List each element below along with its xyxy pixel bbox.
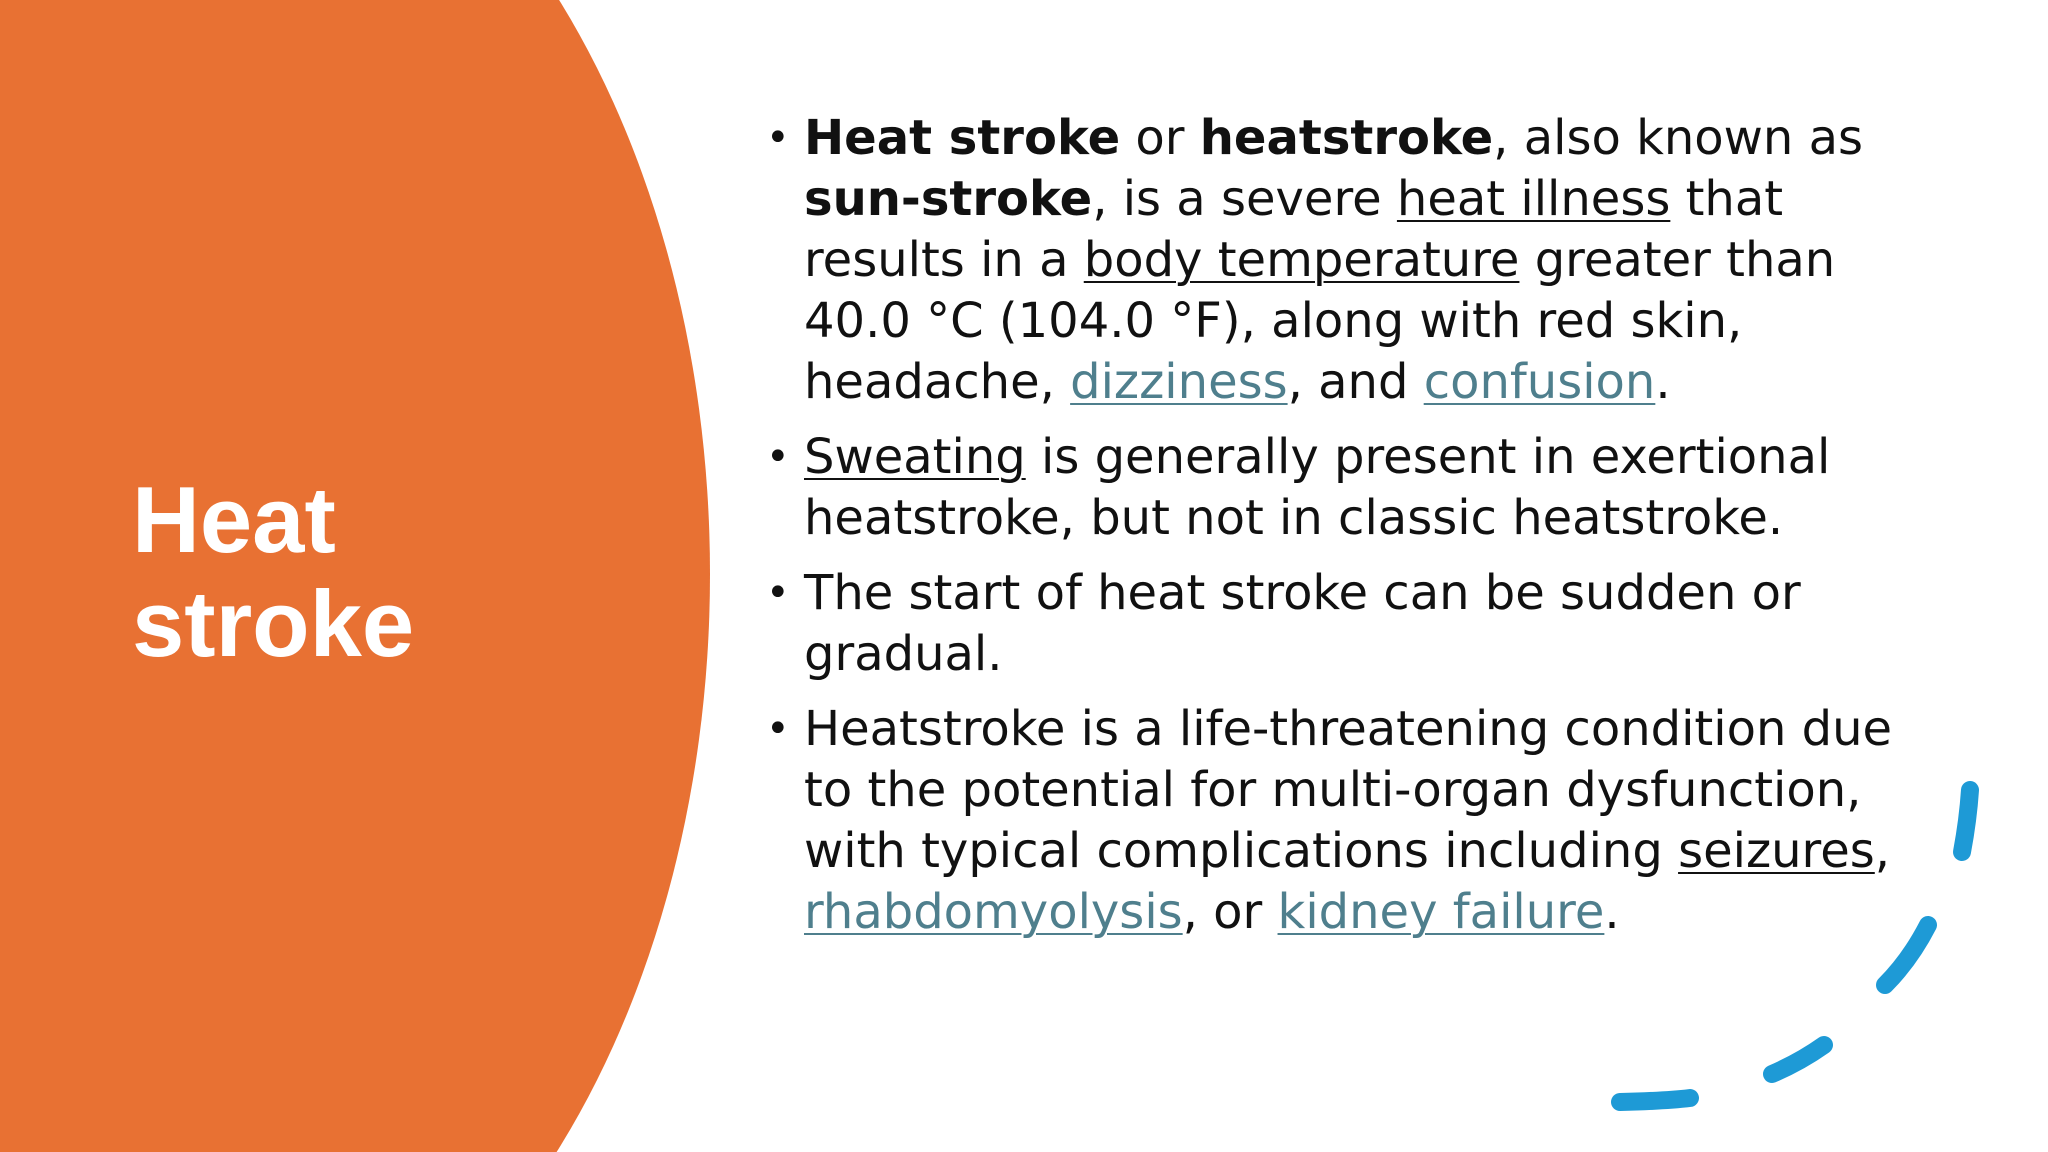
text-run: , and — [1287, 354, 1424, 410]
bullet-item-1 — [766, 108, 1906, 413]
link-rhabdomyolysis[interactable]: rhabdomyolysis — [804, 884, 1183, 940]
title-line-2: stroke — [132, 571, 415, 676]
link-body-temperature[interactable]: body temperature — [1083, 232, 1520, 288]
link-dizziness[interactable]: dizziness — [1070, 354, 1288, 410]
link-heat-illness[interactable]: heat illness — [1396, 171, 1671, 227]
term-sun-stroke: sun-stroke — [804, 171, 1093, 227]
bullet-item-2 — [766, 427, 1906, 549]
title-line-1: Heat — [132, 467, 336, 572]
text-run: Heatstroke is a life-threatening condition due to the potential for multi-organ dysfunction, with typical complications including — [804, 701, 1893, 879]
text-run: The start of heat stroke can be sudden or gradual. — [804, 565, 1801, 682]
text-run: , or — [1182, 884, 1278, 940]
bullet-marker: • — [766, 115, 790, 161]
text-run: , also known as — [1493, 110, 1864, 166]
bullet-marker: • — [766, 706, 790, 752]
dashed-arc-decoration-icon — [1580, 760, 2000, 1140]
text-run: . — [1655, 354, 1671, 410]
text-run: , — [1874, 823, 1891, 879]
text-run: that results in a — [804, 171, 1784, 288]
bullet-marker: • — [766, 434, 790, 480]
bullet-marker: • — [766, 570, 790, 616]
term-heatstroke: heatstroke — [1199, 110, 1494, 166]
bullet-item-3 — [766, 563, 1906, 685]
text-run: greater than 40.0 °C (104.0 °F), along with red skin, headache, — [804, 232, 1836, 410]
slide-title — [132, 468, 414, 676]
text-run: is generally present in exertional heatstroke, but not in classic heatstroke. — [804, 429, 1831, 546]
term-heat-stroke: Heat stroke — [804, 110, 1121, 166]
text-run: or — [1120, 110, 1200, 166]
link-seizures[interactable]: seizures — [1678, 823, 1875, 879]
text-run: , is a severe — [1092, 171, 1397, 227]
text-run: . — [1604, 884, 1620, 940]
link-kidney-failure[interactable]: kidney failure — [1277, 884, 1605, 940]
link-confusion[interactable]: confusion — [1423, 354, 1656, 410]
link-sweating[interactable]: Sweating — [804, 429, 1026, 485]
